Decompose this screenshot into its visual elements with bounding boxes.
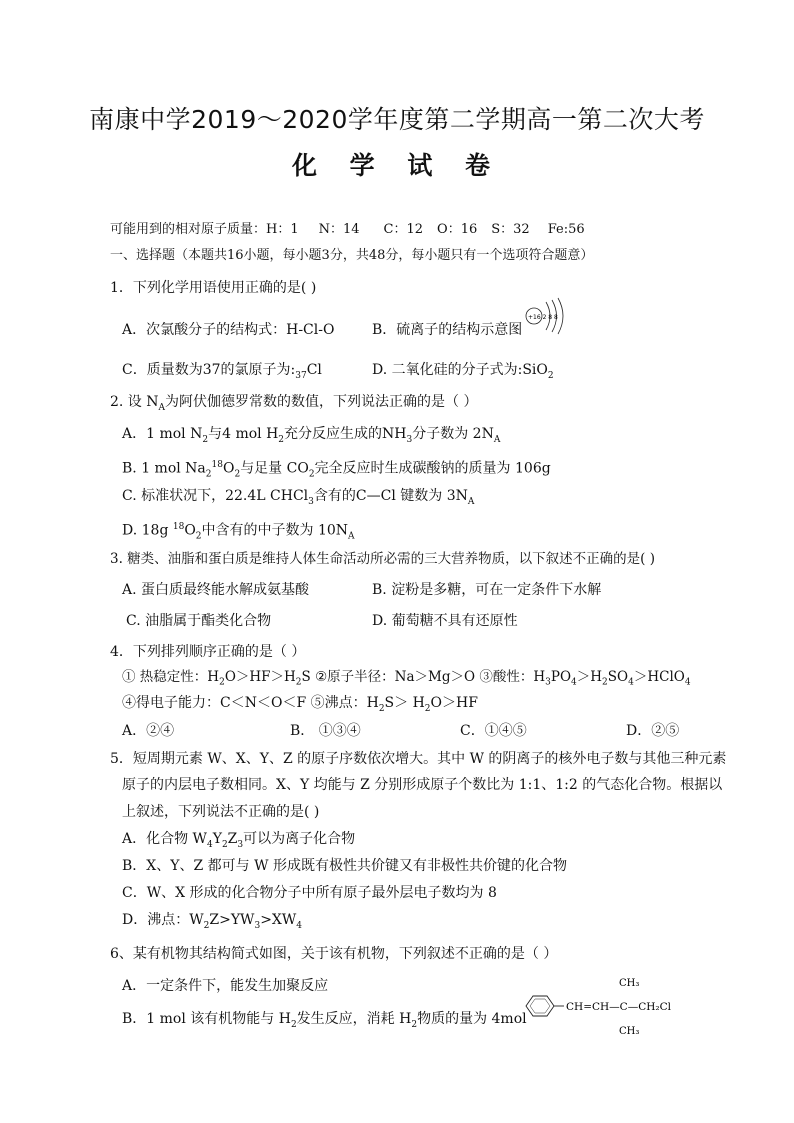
q3-option-b: B. 淀粉是多糖，可在一定条件下水解: [372, 582, 602, 598]
q1-option-c: [122, 360, 322, 386]
q4-l1-6: SO: [607, 669, 629, 685]
structure-methyl-top: CH₃: [619, 978, 640, 989]
q4-l1-sub5: 2: [602, 677, 608, 688]
q2-d-sub1: 2: [195, 531, 202, 542]
q5-option-b: B．X、Y、Z 都可与 W 形成既有极性共价键又有非极性共价键的化合物: [122, 858, 567, 874]
q4-line-2: [122, 693, 478, 719]
q3-option-a: A. 蛋白质最终能水解成氨基酸: [122, 582, 310, 598]
exam-title: 南康中学2019～2020学年度第二学期高一第二次大考: [89, 105, 705, 134]
q1-d-sub: 2: [547, 370, 554, 381]
q2-b-1: B. 1 mol Na: [122, 460, 206, 477]
q3-option-c: C. 油脂属于酯类化合物: [126, 613, 272, 629]
q5-d-sub3: 4: [296, 920, 303, 931]
q4-l1-sub1: 2: [219, 677, 225, 688]
q5-a-4: 可以为离子化合物: [243, 831, 356, 847]
q5-d-2: Z>YW: [209, 912, 255, 928]
q1-option-b: B．硫离子的结构示意图: [372, 322, 523, 338]
q4-l1-sub2: 2: [295, 677, 302, 688]
q2-c-1: C. 标准状况下，22.4L CHCl: [122, 488, 309, 504]
q4-l2-sub1: 2: [378, 703, 385, 714]
q2-stem-b: 为阿伏伽德罗常数的数值，下列说法正确的是（ ）: [165, 394, 478, 410]
atomic-mass-c: C：12: [383, 222, 424, 237]
q2-option-c: [122, 486, 474, 512]
q5-stem-line-2: 原子的内层电子数相同。X、Y 均能与 Z 分别形成原子个数比为 1:1、1:2 的气态化合物。根据以: [122, 777, 723, 793]
q4-option-c: C．①④⑤: [460, 723, 527, 739]
q1-c-tail: Cl: [306, 362, 322, 378]
q2-stem: [110, 392, 477, 418]
q5-d-1: D．沸点：W: [122, 912, 204, 928]
q5-a-sub2: 2: [221, 839, 228, 850]
q4-l1-sub3: 3: [545, 677, 551, 688]
q5-stem-line-1: 5．短周期元素 W、X、Y、Z 的原子序数依次增大。其中 W 的阴离子的核外电子数与其他三种元素: [110, 751, 727, 767]
q2-a-sub1: 2: [202, 434, 209, 445]
q4-l1-sub6: 4: [628, 677, 634, 688]
q5-a-sub3: 3: [237, 839, 244, 850]
q5-a-1: A．化合物 W: [122, 831, 207, 847]
q6-option-b: [122, 1009, 527, 1035]
q2-c-sub1: 3: [308, 496, 314, 507]
q2-a-sub4: A: [493, 434, 501, 445]
q1-d-text: D. 二氧化硅的分子式为:SiO: [372, 362, 548, 378]
q2-d-sub2: A: [348, 531, 355, 542]
q4-line-1: [122, 667, 691, 693]
q2-d-sup: 18: [172, 522, 185, 532]
structure-methyl-bottom: CH₃: [619, 1026, 640, 1037]
q2-b-sup: 18: [211, 460, 223, 470]
q4-option-a: A．②④: [122, 723, 175, 739]
q4-l2-2: S＞ H: [384, 695, 425, 711]
q2-c-sub2: A: [467, 496, 475, 507]
q4-l2-3: O＞HF: [430, 695, 478, 711]
atomic-mass-fe: Fe:56: [547, 222, 585, 237]
q4-stem: 4．下列排列顺序正确的是（ ）: [110, 644, 306, 660]
q5-d-sub2: 3: [254, 920, 261, 931]
q2-option-b: [122, 455, 551, 484]
q2-b-3: 与足量 CO: [240, 460, 309, 477]
q2-b-sub1: 2: [205, 469, 212, 480]
q1-c-text: C．质量数为37的氯原子为:: [122, 362, 296, 378]
q2-a-2: 与4 mol H: [208, 426, 279, 442]
q1-c-sub: 37: [295, 370, 307, 381]
exam-subtitle: 化 学 试 卷: [291, 151, 503, 180]
q6-b-3: 物质的量为 4mol: [417, 1011, 527, 1027]
q6-b-2: 发生反应，消耗 H: [296, 1011, 412, 1027]
q1-option-d: [372, 360, 554, 386]
q4-option-d: D．②⑤: [626, 723, 680, 739]
q2-d-3: 中含有的中子数为 10N: [201, 522, 349, 539]
sulfide-ion-diagram: [524, 296, 568, 336]
q6-stem: 6、某有机物其结构简式如图，关于该有机物，下列叙述不正确的是（ ）: [110, 946, 558, 962]
q5-stem-line-3: 上叙述，下列说法不正确的是( ): [122, 804, 320, 820]
atomic-mass-s: S：32: [491, 222, 530, 237]
q4-l1-4: PO: [550, 669, 572, 685]
q4-l1-5: ＞H: [576, 669, 603, 685]
structural-formula-diagram: [520, 975, 690, 1037]
q2-a-1: A．1 mol N: [122, 426, 203, 442]
q6-b-1: B．1 mol 该有机物能与 H: [122, 1011, 291, 1027]
q2-a-3: 充分反应生成的NH: [284, 426, 407, 442]
atomic-mass-label: 可能用到的相对原子质量：: [110, 222, 267, 237]
q2-option-a: [122, 424, 500, 450]
q2-c-2: 含有的C—Cl 键数为 3N: [313, 488, 468, 504]
q2-b-sub2: 2: [234, 469, 241, 480]
q2-stem-a: 2. 设 N: [110, 394, 159, 410]
q4-l1-sub7: 4: [684, 677, 691, 688]
q2-d-2: O: [184, 522, 196, 539]
q4-l1-2: O＞HF＞H: [224, 669, 296, 685]
q1-option-a: A．次氯酸分子的结构式：H-Cl-O: [122, 322, 335, 338]
q5-a-sub1: 4: [206, 839, 213, 850]
q5-option-d: [122, 910, 302, 936]
atomic-mass-h: H：1: [266, 222, 299, 237]
q6-b-sub1: 2: [290, 1019, 297, 1030]
q2-b-2: O: [222, 460, 235, 477]
atomic-mass-n: N：14: [318, 222, 360, 237]
q4-l2-1: ④得电子能力：C＜N＜O＜F ⑤沸点：H: [122, 695, 379, 711]
q4-l2-sub2: 2: [424, 703, 431, 714]
q2-stem-sub: A: [158, 402, 166, 413]
q6-option-a: A．一定条件下，能发生加聚反应: [122, 978, 329, 994]
q4-l1-7: ＞HClO: [633, 669, 685, 685]
q5-d-3: >XW: [260, 912, 297, 928]
q2-a-4: 分子数为 2N: [412, 426, 494, 442]
q5-a-3: Z: [227, 831, 238, 847]
q4-l1-1: ① 热稳定性：H: [122, 669, 220, 685]
q6-b-sub2: 2: [411, 1019, 418, 1030]
q3-option-d: D. 葡萄糖不具有还原性: [372, 613, 518, 629]
sulfide-diagram-label: +16 2 8 8: [528, 314, 558, 321]
q2-a-sub2: 2: [278, 434, 285, 445]
structure-main-chain: CH=CH—C—CH₂Cl: [566, 1001, 672, 1013]
q5-d-sub1: 2: [203, 920, 210, 931]
q5-option-c: C．W、X 形成的化合物分子中所有原子最外层电子数均为 8: [122, 885, 497, 901]
q5-a-2: Y: [212, 831, 222, 847]
q1-stem: 1．下列化学用语使用正确的是( ): [110, 280, 317, 296]
q5-option-a: [122, 829, 355, 855]
q3-stem: 3. 糖类、油脂和蛋白质是维持人体生命活动所必需的三大营养物质，以下叙述不正确的是( ): [110, 551, 655, 567]
q4-l1-3: S ②原子半径：Na＞Mg＞O ③酸性：H: [301, 669, 546, 685]
q2-option-d: [122, 517, 355, 546]
q4-option-b: B． ①③④: [290, 723, 361, 739]
q2-a-sub3: 3: [406, 434, 413, 445]
atomic-mass-line: [110, 218, 593, 237]
section-heading: 一、选择题（本题共16小题，每小题3分，共48分，每小题只有一个选项符合题意）: [110, 248, 594, 263]
q2-b-sub3: 2: [308, 469, 315, 480]
q4-l1-sub4: 4: [571, 677, 577, 688]
atomic-mass-o: O：16: [437, 222, 478, 237]
q2-d-1: D. 18g: [122, 522, 173, 539]
q2-b-4: 完全反应时生成碳酸钠的质量为 106g: [314, 460, 551, 477]
